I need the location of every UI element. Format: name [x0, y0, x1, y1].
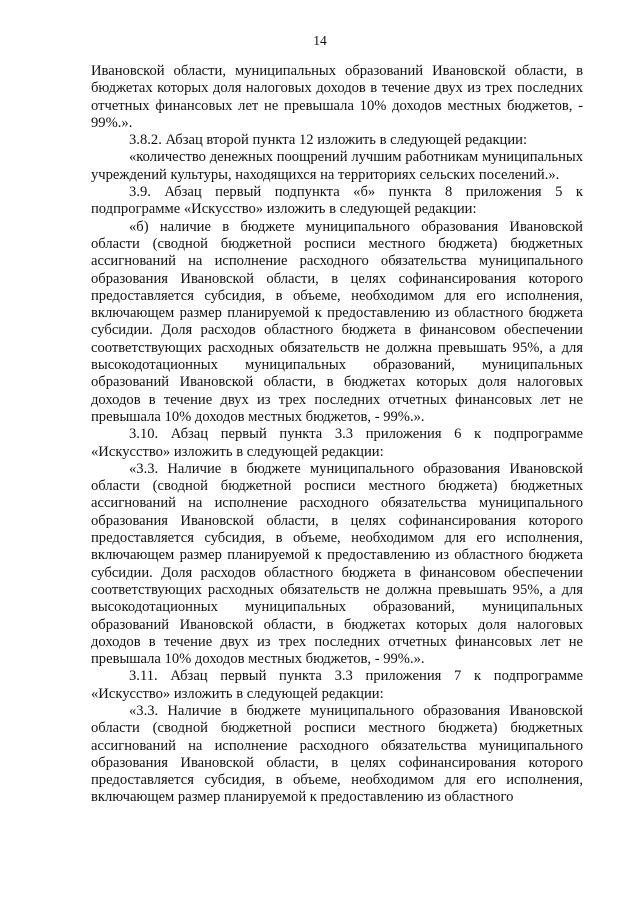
paragraph-3-11: 3.11. Абзац первый пункта 3.3 приложения 7 к подпрограмме «Искусство» изложить в следующей редакции:	[91, 668, 583, 702]
paragraph-3-8-2: 3.8.2. Абзац второй пункта 12 изложить в следующей редакции:	[129, 132, 528, 149]
paragraph-continuation: Ивановской области, муниципальных образований Ивановской области, в бюджетах которых доля налоговых доходов в течение двух из трех последних отчетных финансовых лет не превышала 10% доходов местных бюджетов, - 99%.».	[91, 63, 583, 131]
paragraph-quote-3-3-app6: «3.3. Наличие в бюджете муниципального образования Ивановской области (сводной бюджетной росписи местного бюджета) бюджетных ассигнований на исполнение расходного обязательства муниципального образования Ивановской области, в целях софинансирования которого предоставляется субсидия, в объеме, необходимом для его исполнения, включающем размер планируемой к предоставлению из областного бюджета субсидии. Доля расходов областного бюджета в финансовом обеспечении соответствующих расходных обязательств не должна превышать 95%, а для высокодотационных муниципальных образований, муниципальных образований Ивановской области, в бюджетах которых доля налоговых доходов в течение двух из трех последних отчетных финансовых лет не превышала 10% доходов местных бюджетов, - 99%.».	[91, 460, 583, 668]
document-body	[91, 63, 583, 807]
paragraph-quote-3-3-app7: «3.3. Наличие в бюджете муниципального образования Ивановской области (сводной бюджетной росписи местного бюджета) бюджетных ассигнований на исполнение расходного обязательства муниципального образования Ивановской области, в целях софинансирования которого предоставляется субсидия, в объеме, необходимом для его исполнения, включающем размер планируемой к предоставлению из областного	[91, 702, 583, 806]
paragraph-3-9: 3.9. Абзац первый подпункта «б» пункта 8 приложения 5 к подпрограмме «Искусство» изложить в следующей редакции:	[91, 184, 583, 218]
paragraph-quote-b: «б) наличие в бюджете муниципального образования Ивановской области (сводной бюджетной росписи местного бюджета) бюджетных ассигнований на исполнение расходного обязательства муниципального образования Ивановской области, в целях софинансирования которого предоставляется субсидия, в объеме, необходимом для его исполнения, включающем размер планируемой к предоставлению из областного бюджета субсидии. Доля расходов областного бюджета в финансовом обеспечении соответствующих расходных обязательств не должна превышать 95%, а для высокодотационных муниципальных образований, муниципальных образований Ивановской области, в бюджетах которых доля налоговых доходов в течение двух из трех последних отчетных финансовых лет не превышала 10% доходов местных бюджетов, - 99%.».	[91, 218, 583, 425]
paragraph-quote-awards: «количество денежных поощрений лучшим работникам муниципальных учреждений культуры, находящихся на территориях сельских поселений.».	[91, 149, 583, 183]
paragraph-3-10: 3.10. Абзац первый пункта 3.3 приложения 6 к подпрограмме «Искусство» изложить в следующей редакции:	[91, 426, 583, 460]
page-number: 14	[313, 33, 327, 48]
